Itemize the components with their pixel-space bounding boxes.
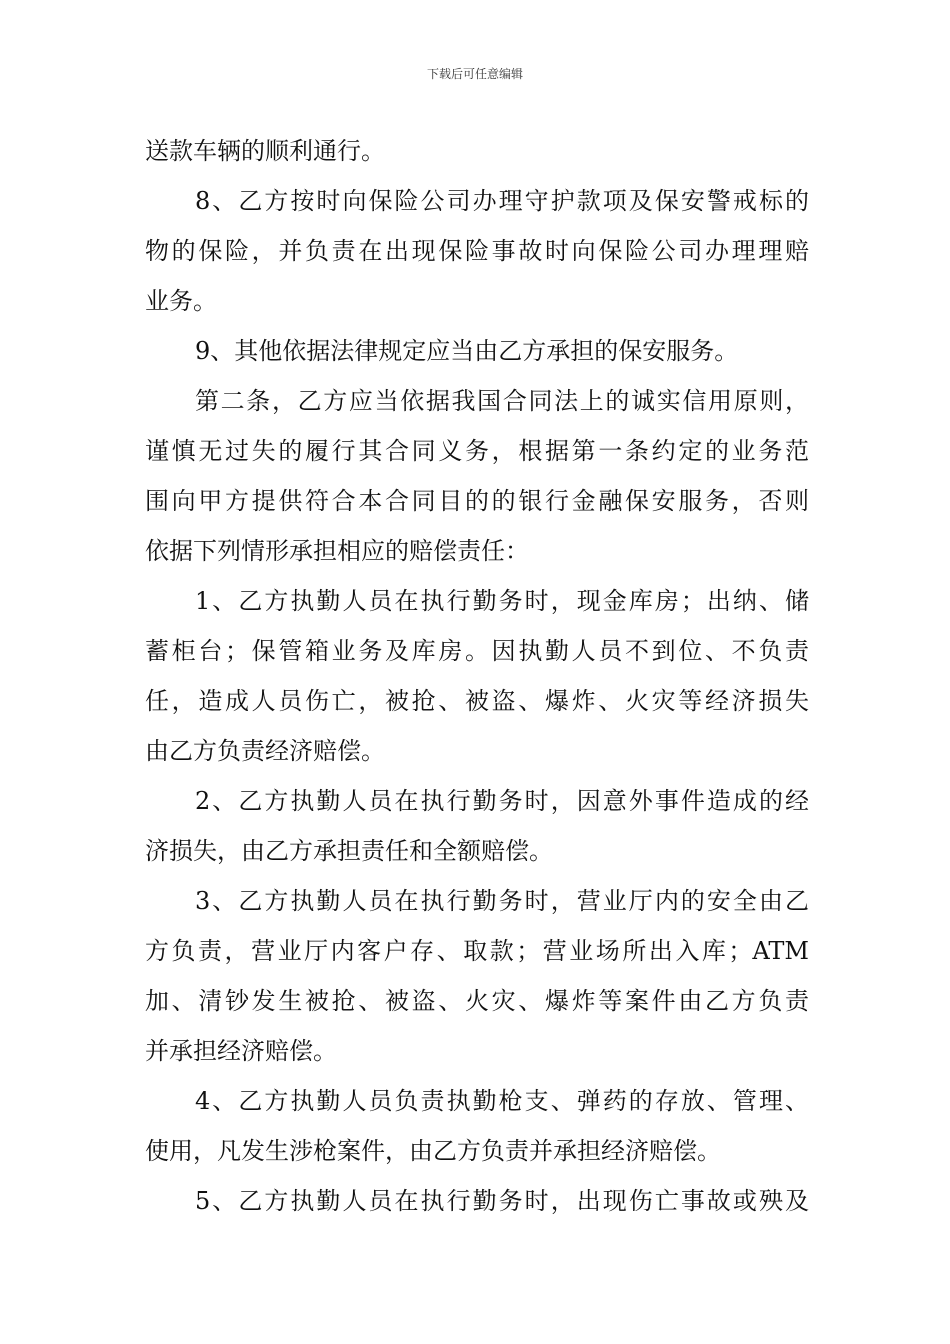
text-line: 业务。 xyxy=(145,287,217,315)
text-line: 5、乙方执勤人员在执行勤务时，出现伤亡事故或殃及 xyxy=(195,1187,809,1215)
text-line: 并承担经济赔偿。 xyxy=(145,1037,337,1065)
text-line: 第二条，乙方应当依据我国合同法上的诚实信用原则， xyxy=(195,387,809,415)
text-line: 8、乙方按时向保险公司办理守护款项及保安警戒标的 xyxy=(195,187,809,215)
text-line: 9、其他依据法律规定应当由乙方承担的保安服务。 xyxy=(195,337,739,365)
text-line: 3、乙方执勤人员在执行勤务时，营业厅内的安全由乙 xyxy=(195,887,809,915)
document-body xyxy=(145,126,809,1226)
text-line: 方负责，营业厅内客户存、取款；营业场所出入库；ATM xyxy=(145,937,809,965)
text-line: 济损失，由乙方承担责任和全额赔偿。 xyxy=(145,837,553,865)
text-line: 谨慎无过失的履行其合同义务，根据第一条约定的业务范 xyxy=(145,437,809,465)
text-line: 围向甲方提供符合本合同目的的银行金融保安服务，否则 xyxy=(145,487,809,515)
text-line: 送款车辆的顺利通行。 xyxy=(145,137,385,165)
text-line: 4、乙方执勤人员负责执勤枪支、弹药的存放、管理、 xyxy=(195,1087,809,1115)
text-line: 任，造成人员伤亡，被抢、被盗、爆炸、火灾等经济损失 xyxy=(145,687,809,715)
text-line: 1、乙方执勤人员在执行勤务时，现金库房；出纳、储 xyxy=(195,587,809,615)
text-line: 2、乙方执勤人员在执行勤务时，因意外事件造成的经 xyxy=(195,787,809,815)
text-line: 蓄柜台；保管箱业务及库房。因执勤人员不到位、不负责 xyxy=(145,637,809,665)
page-header: 下载后可任意编辑 xyxy=(426,67,523,81)
text-line: 由乙方负责经济赔偿。 xyxy=(145,737,385,765)
text-line: 加、清钞发生被抢、被盗、火灾、爆炸等案件由乙方负责 xyxy=(145,987,809,1015)
text-line: 物的保险，并负责在出现保险事故时向保险公司办理理赔 xyxy=(145,237,809,265)
text-line: 使用，凡发生涉枪案件，由乙方负责并承担经济赔偿。 xyxy=(145,1137,721,1165)
text-line: 依据下列情形承担相应的赔偿责任： xyxy=(145,537,529,565)
